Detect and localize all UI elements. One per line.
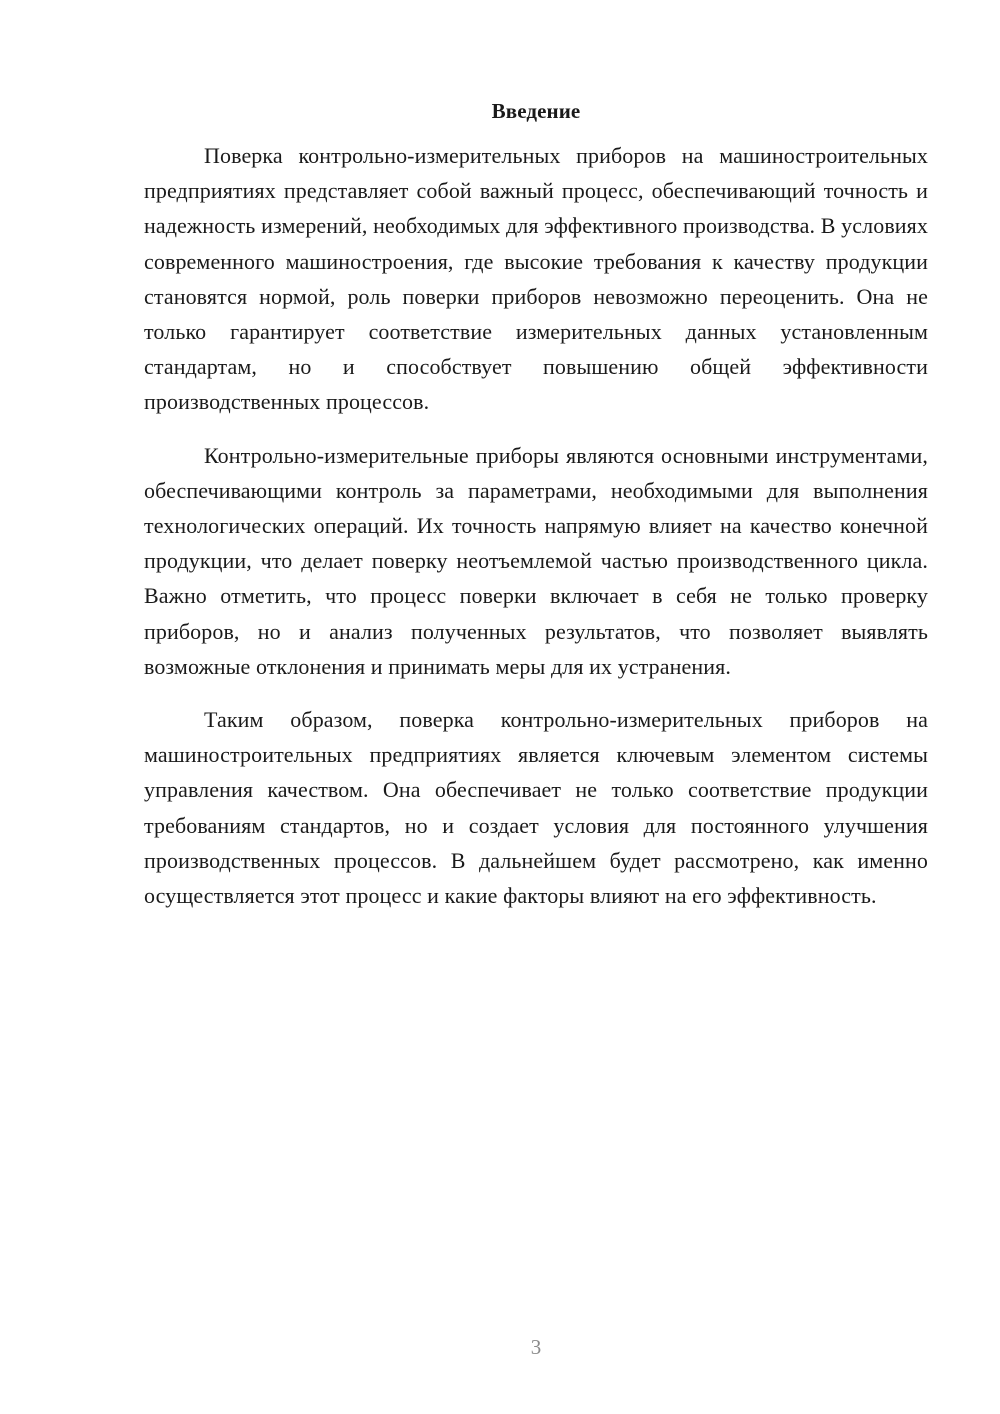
intro-paragraph-3: Таким образом, поверка контрольно-измерительных приборов на машиностроительных предприятиях является ключевым элементом системы управления качеством. Она обеспечивает не только соответствие продукции требованиям стандартов, но и создает условия для постоянного улучшения производственных процессов. В дальнейшем будет рассмотрено, как именно осуществляется этот процесс и какие факторы влияют на его эффективность. — [144, 707, 928, 909]
intro-paragraph-1: Поверка контрольно-измерительных приборов на машиностроительных предприятиях представляет собой важный процесс, обеспечивающий точность и надежность измерений, необходимых для эффективного производства. В условиях современного машиностроения, где высокие требования к качеству продукции становятся нормой, роль поверки приборов невозможно переоценить. Она не только гарантирует соответствие измерительных данных установленным стандартам, но и способствует повышению общей эффективности производственных процессов. — [144, 143, 928, 415]
page-content — [144, 96, 928, 931]
page-number: 3 — [530, 1335, 542, 1359]
section-title: Введение — [491, 99, 581, 123]
intro-paragraph-2: Контрольно-измерительные приборы являются основными инструментами, обеспечивающими контроль за параметрами, необходимыми для выполнения технологических операций. Их точность напрямую влияет на качество конечной продукции, что делает поверку неотъемлемой частью производственного цикла. Важно отметить, что процесс поверки включает в себя не только проверку приборов, но и анализ полученных результатов, что позволяет выявлять возможные отклонения и принимать меры для их устранения. — [144, 442, 928, 679]
